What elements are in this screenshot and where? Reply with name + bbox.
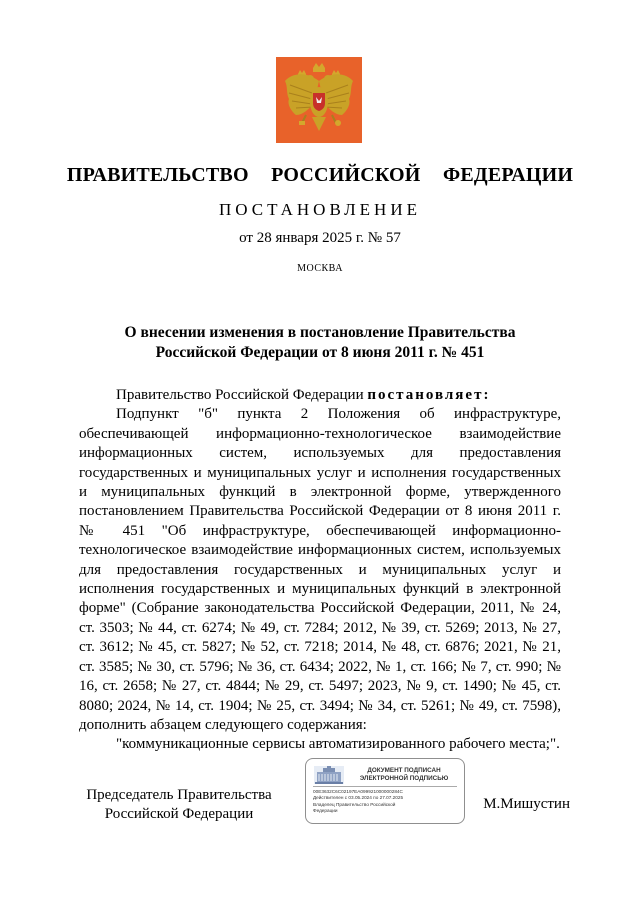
government-title: ПРАВИТЕЛЬСТВО РОССИЙСКОЙ ФЕДЕРАЦИИ [66, 164, 574, 186]
stamp-certificate-info [313, 789, 463, 814]
electronic-signature-stamp [305, 758, 465, 824]
stamp-certificate-number: 00E3632C6C02197EA099921000000284C [313, 789, 403, 794]
russian-coat-of-arms-icon [276, 57, 362, 143]
resolution-paragraph: Подпункт "б" пункта 2 Положения об инфраструктуре, обеспечивающей информационно-технологическое взаимодействие информационных систем, используемых для предоставления государственных и муниципальных услуг и исполнения государственных и муниципальных функций в электронной форме, утвержденного постановлением Правительства Российской Федерации от 8 июня 2011 г. № 451 "Об инфраструктуре, обеспечивающей информационно-технологическое взаимодействие информационных систем, используемых для предоставления государственных и муниципальных услуг и исполнения государственных и муниципальных функций в электронной форме" (Собрание законодательства Российской Федерации, 2011, № 24, ст. 3503; № 44, ст. 6274; № 49, ст. 7284; 2012, № 39, ст. 5269; 2013, № 27, ст. 3612; № 45, ст. 5827; № 52, ст. 7218; 2014, № 48, ст. 6876; 2021, № 21, ст. 3585; № 30, ст. 5796; № 36, ст. 6434; 2022, № 1, ст. 166; № 7, ст. 990; № 16, ст. 2658; № 27, ст. 4844; № 29, ст. 5497; 2023, № 9, ст. 1490; № 45, ст. 8080; 2024, № 14, ст. 1904; № 25, ст. 3494; № 34, ст. 5261; № 49, ст. 7598), дополнить абзацем следующего содержания: [79, 406, 561, 733]
issue-city: МОСКВА [297, 263, 343, 274]
stamp-validity: Действителен с 03.05.2024 по 27.07.2025 [313, 795, 404, 801]
signatory-title-line-2: Российской Федерации [104, 806, 254, 823]
subject-line-2: Российской Федерации от 8 июня 2011 г. № 451 [155, 344, 485, 361]
stamp-heading-line-1: ДОКУМЕНТ ПОДПИСАН [367, 767, 441, 774]
stamp-owner-line-1: Владелец Правительство Российской [313, 801, 396, 807]
document-body [79, 386, 561, 755]
document-subject [0, 323, 640, 363]
preamble-text: Правительство Российской Федерации [116, 387, 368, 403]
added-paragraph-text: "коммуникационные сервисы автоматизированного рабочего места;". [116, 736, 560, 753]
resolution-preamble [79, 386, 561, 405]
subject-line-1: О внесении изменения в постановление Правительства [124, 324, 516, 341]
signatory-title-line-1: Председатель Правительства [86, 787, 272, 803]
document-date-number: от 28 января 2025 г. № 57 [239, 230, 401, 246]
stamp-owner-line-2: Федерации [313, 807, 338, 813]
stamp-heading-line-2: ЭЛЕКТРОННОЙ ПОДПИСЬЮ [359, 775, 449, 782]
stamp-heading [346, 767, 462, 783]
document-type: ПОСТАНОВЛЕНИЕ [218, 200, 421, 219]
signatory-name: М.Мишустин [483, 796, 570, 812]
signatory-title [79, 786, 279, 825]
preamble-verb: постановляет: [367, 387, 491, 403]
government-building-icon [314, 766, 344, 784]
stamp-divider [313, 786, 457, 787]
